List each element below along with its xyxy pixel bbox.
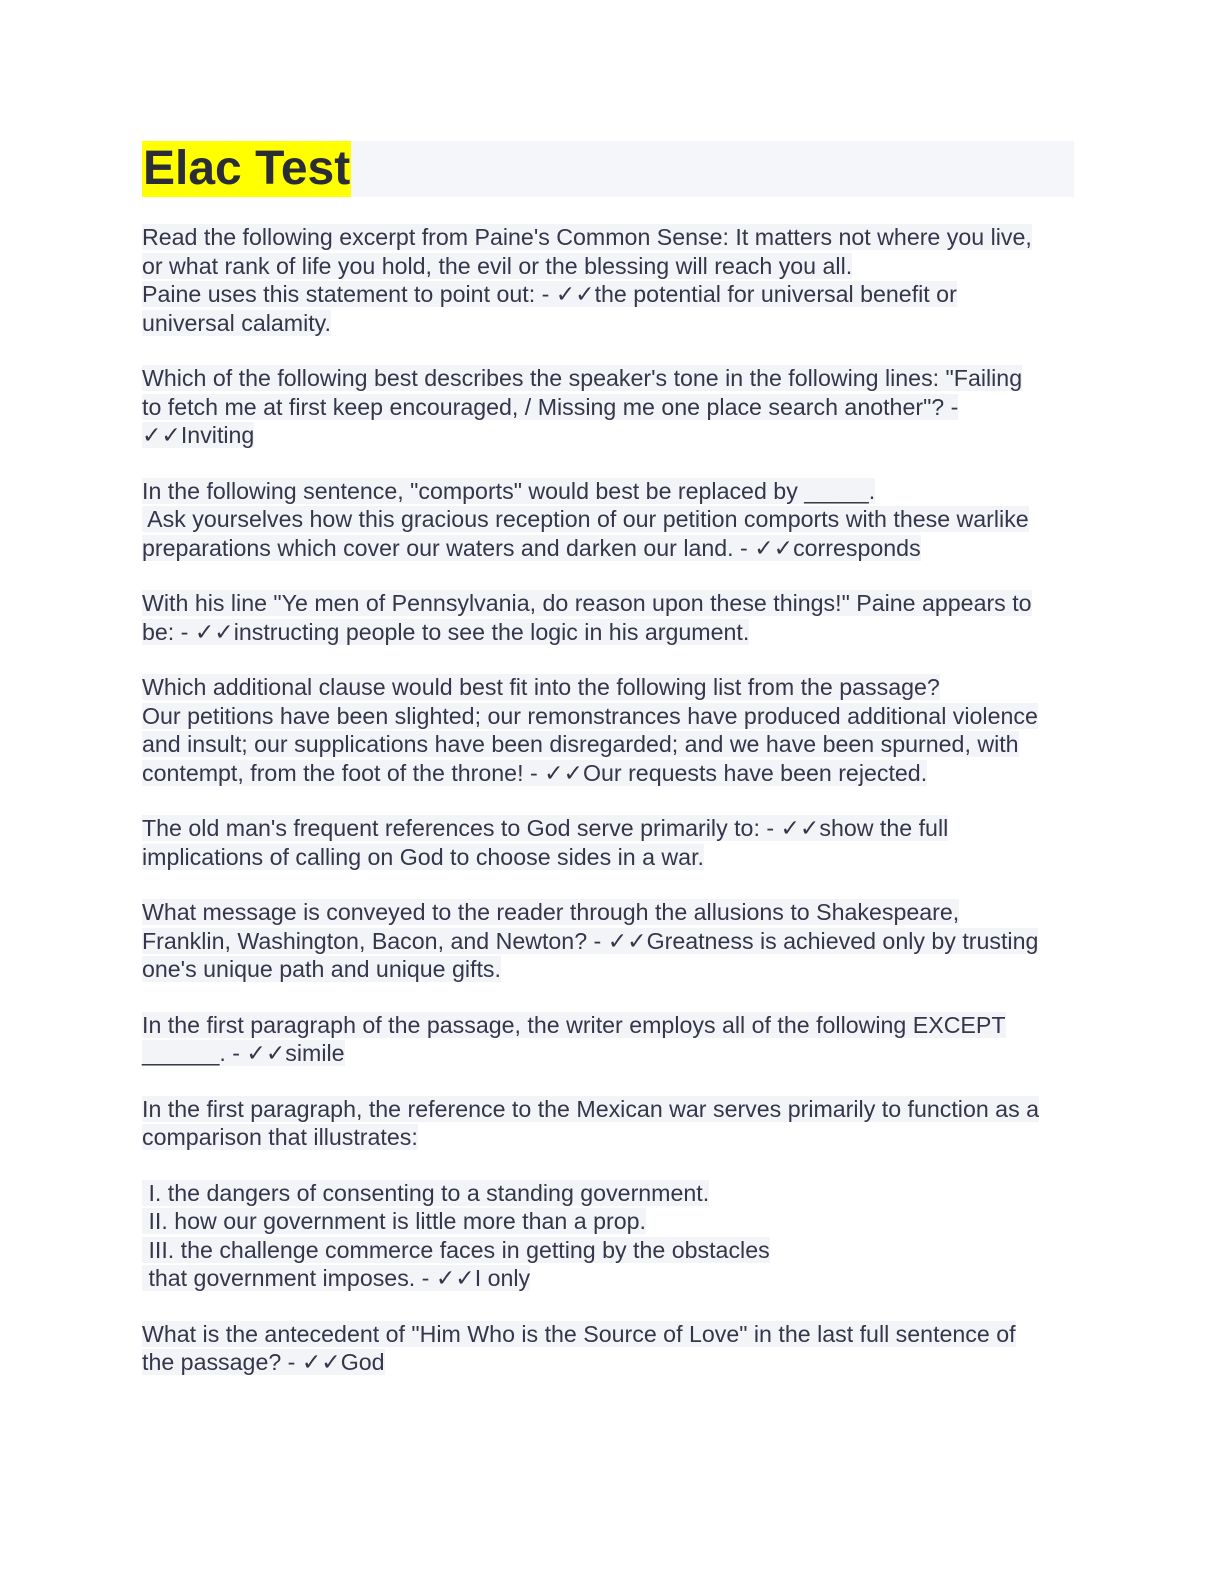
question-answer-item xyxy=(142,1011,1074,1068)
text-line-content: The old man's frequent references to God serve primarily to: - ✓✓show the full xyxy=(142,815,949,841)
text-line xyxy=(142,843,1074,872)
question-answer-item xyxy=(142,898,1074,984)
text-line-content: contempt, from the foot of the throne! - ✓✓Our requests have been rejected. xyxy=(142,759,928,786)
question-answer-item xyxy=(142,589,1074,646)
text-line xyxy=(142,759,1074,788)
question-list xyxy=(142,223,1074,1377)
text-line xyxy=(142,673,1074,702)
document-title: Elac Test xyxy=(143,142,351,195)
text-line xyxy=(142,252,1074,281)
text-line-content: Our petitions have been slighted; our remonstrances have produced additional violence xyxy=(142,702,1038,729)
text-line xyxy=(142,393,1074,422)
document-page xyxy=(142,141,1074,1404)
text-line-content: preparations which cover our waters and darken our land. - ✓✓corresponds xyxy=(142,534,921,561)
text-line xyxy=(142,421,1074,450)
text-line-content: or what rank of life you hold, the evil or the blessing will reach you all. xyxy=(142,252,853,279)
text-line xyxy=(142,589,1074,618)
text-line xyxy=(142,505,1074,534)
text-line-content: Paine uses this statement to point out: - ✓✓the potential for universal benefit or xyxy=(142,281,957,307)
blank-line xyxy=(142,1152,1074,1179)
text-line-content: be: - ✓✓instructing people to see the logic in his argument. xyxy=(142,618,750,645)
text-line-content: implications of calling on God to choose sides in a war. xyxy=(142,843,704,870)
text-line xyxy=(142,1348,1074,1377)
text-line xyxy=(142,1123,1074,1152)
text-line-content: ______. - ✓✓simile xyxy=(142,1040,345,1066)
text-line xyxy=(142,309,1074,338)
text-line-content: I. the dangers of consenting to a standing government. xyxy=(142,1179,710,1206)
text-line xyxy=(142,1320,1074,1349)
text-line-content: Franklin, Washington, Bacon, and Newton? - ✓✓Greatness is achieved only by trusting xyxy=(142,927,1039,954)
text-line xyxy=(142,814,1074,843)
text-line-content: Read the following excerpt from Paine's Common Sense: It matters not where you live, xyxy=(142,224,1032,250)
text-line xyxy=(142,618,1074,647)
text-line-content: the passage? - ✓✓God xyxy=(142,1349,385,1375)
text-line-content: Which additional clause would best fit into the following list from the passage? xyxy=(142,674,940,700)
question-answer-item xyxy=(142,364,1074,450)
text-line-content: comparison that illustrates: xyxy=(142,1124,418,1150)
question-answer-item xyxy=(142,814,1074,871)
text-line-content: In the following sentence, "comports" would best be replaced by _____. xyxy=(142,477,876,504)
text-line-content: universal calamity. xyxy=(142,309,331,336)
text-line xyxy=(142,1011,1074,1040)
text-line-content: With his line "Ye men of Pennsylvania, do reason upon these things!" Paine appears to xyxy=(142,590,1032,616)
text-line-content: Which of the following best describes the speaker's tone in the following lines: "Failing xyxy=(142,365,1023,391)
text-line-content: that government imposes. - ✓✓I only xyxy=(142,1265,531,1291)
text-line-content: ✓✓Inviting xyxy=(142,422,255,448)
text-line xyxy=(142,1039,1074,1068)
text-line-content: one's unique path and unique gifts. xyxy=(142,956,501,982)
text-line-content: to fetch me at first keep encouraged, / Missing me one place search another"? - xyxy=(142,393,959,420)
text-line xyxy=(142,534,1074,563)
text-line xyxy=(142,223,1074,252)
text-line xyxy=(142,955,1074,984)
text-line xyxy=(142,898,1074,927)
text-line xyxy=(142,364,1074,393)
text-line-content: II. how our government is little more than a prop. xyxy=(142,1208,646,1234)
text-line-content: III. the challenge commerce faces in getting by the obstacles xyxy=(142,1236,770,1263)
text-line xyxy=(142,1264,1074,1293)
text-line-content: and insult; our supplications have been disregarded; and we have been spurned, with xyxy=(142,731,1019,757)
question-answer-item xyxy=(142,1095,1074,1293)
text-line xyxy=(142,477,1074,506)
question-answer-item xyxy=(142,223,1074,337)
text-line-content: What is the antecedent of "Him Who is the Source of Love" in the last full sentence of xyxy=(142,1320,1016,1347)
text-line-content: Ask yourselves how this gracious reception of our petition comports with these warlike xyxy=(142,506,1029,532)
question-answer-item xyxy=(142,1320,1074,1377)
text-line xyxy=(142,1095,1074,1124)
question-answer-item xyxy=(142,673,1074,787)
question-answer-item xyxy=(142,477,1074,563)
text-line xyxy=(142,280,1074,309)
text-line xyxy=(142,927,1074,956)
text-line xyxy=(142,1179,1074,1208)
text-line xyxy=(142,702,1074,731)
text-line xyxy=(142,730,1074,759)
text-line xyxy=(142,1207,1074,1236)
text-line xyxy=(142,1236,1074,1265)
text-line-content: In the first paragraph, the reference to the Mexican war serves primarily to function as a xyxy=(142,1095,1040,1122)
title-row xyxy=(142,141,1074,197)
text-line-content: In the first paragraph of the passage, the writer employs all of the following EXCEPT xyxy=(142,1011,1006,1038)
text-line-content: What message is conveyed to the reader through the allusions to Shakespeare, xyxy=(142,899,960,925)
